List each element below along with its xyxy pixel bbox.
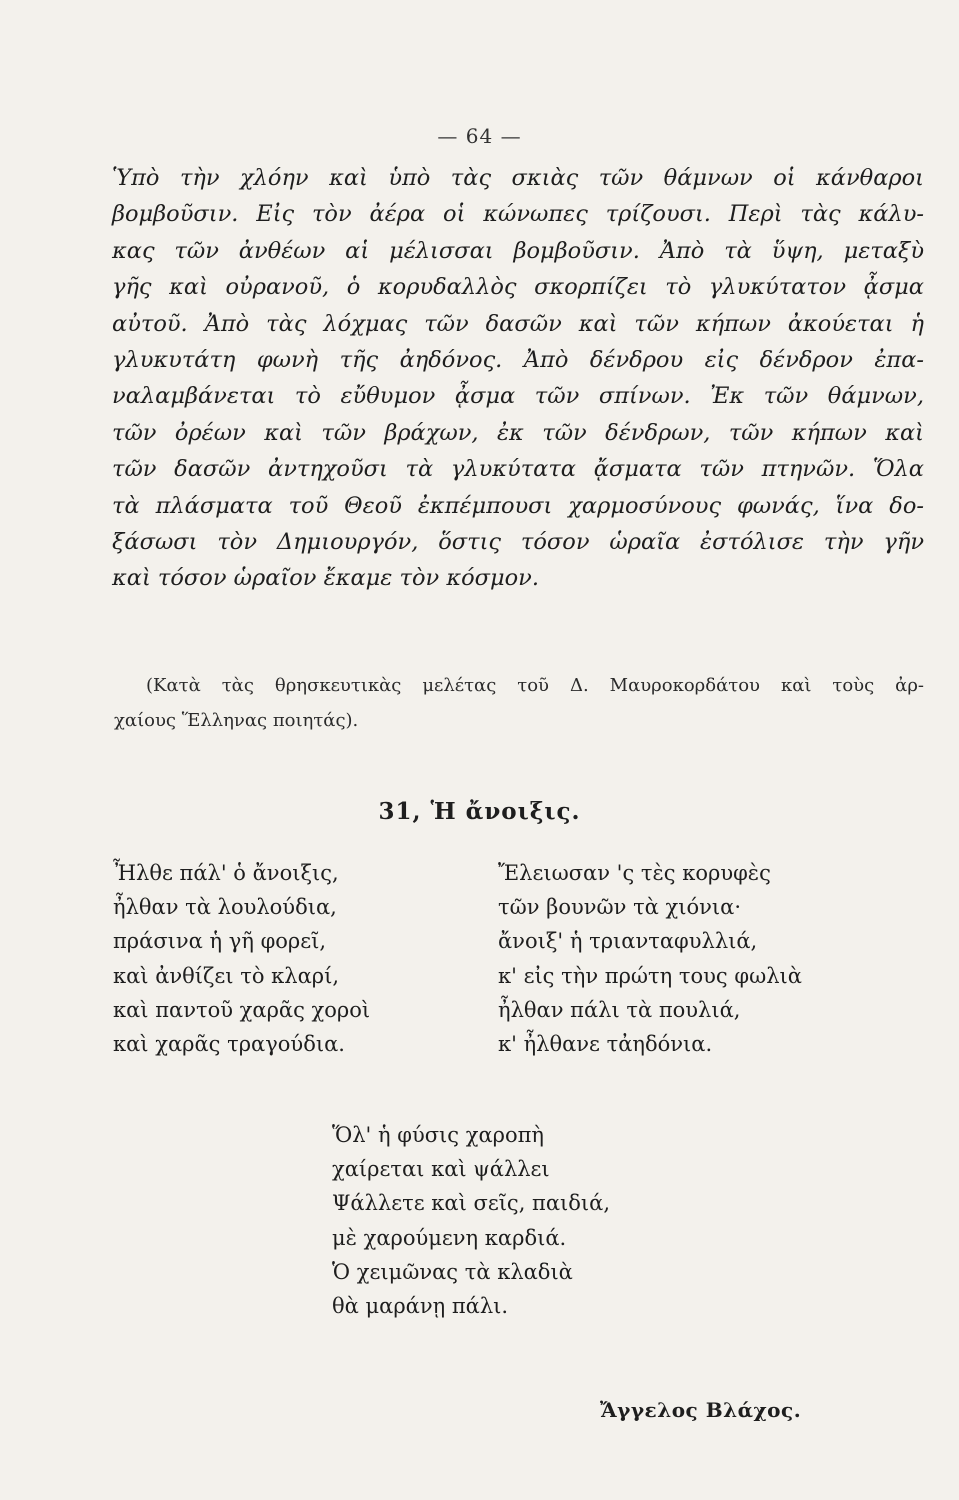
author-signature: Ἄγγελος Βλάχος.: [600, 1398, 802, 1422]
verse-line: τῶν βουνῶν τὰ χιόνια·: [498, 895, 741, 920]
verse-line: καὶ ἀνθίζει τὸ κλαρί,: [113, 963, 340, 988]
poem-title: 31, Ἡ ἄνοιξις.: [378, 798, 581, 825]
verse-line: Ὅλ' ἡ φύσις χαροπὴ: [332, 1123, 545, 1147]
verse-line: Ἔλειωσαν 'ς τὲς κορυφὲς: [498, 861, 771, 885]
verse-line: μὲ χαρούμενη καρδιά.: [332, 1225, 567, 1250]
source-line: (Κατὰ τὰς θρησκευτικὰς μελέτας τοῦ Δ. Μαυροκορδάτου καὶ τοὺς ἀρ-: [146, 675, 924, 696]
prose-line: γῆς καὶ οὐρανοῦ, ὁ κορυδαλλὸς σκορπίζει τὸ γλυκύτατον ᾆσμα: [112, 274, 924, 301]
prose-line: αὐτοῦ. Ἀπὸ τὰς λόχμας τῶν δασῶν καὶ τῶν κήπων ἀκούεται ἡ: [112, 310, 924, 337]
verse-line: κ' εἰς τὴν πρώτη τους φωλιὰ: [498, 963, 802, 988]
stanza-right: [498, 856, 802, 1061]
verse-line: Ψάλλετε καὶ σεῖς, παιδιά,: [332, 1191, 610, 1216]
stanza-left: [113, 856, 370, 1061]
prose-paragraph: [112, 160, 924, 597]
verse-line: θὰ μαράνῃ πάλι.: [332, 1294, 509, 1319]
stanza-bottom: [332, 1118, 610, 1323]
prose-line: καὶ τόσον ὡραῖον ἔκαμε τὸν κόσμον.: [112, 565, 539, 592]
source-line: χαίους Ἕλληνας ποιητάς).: [114, 710, 359, 731]
prose-line: βομβοῦσιν. Εἰς τὸν ἀέρα οἱ κώνωπες τρίζουσι. Περὶ τὰς κάλυ-: [112, 201, 924, 228]
prose-line: τῶν δασῶν ἀντηχοῦσι τὰ γλυκύτατα ᾄσματα τῶν πτηνῶν. Ὅλα: [112, 456, 924, 483]
page-number: — 64 —: [437, 124, 522, 148]
prose-line: Ὑπὸ τὴν χλόην καὶ ὑπὸ τὰς σκιὰς τῶν θάμνων οἱ κάνθαροι: [112, 165, 924, 191]
prose-line: τῶν ὀρέων καὶ τῶν βράχων, ἐκ τῶν δένδρων, τῶν κήπων καὶ: [112, 419, 924, 446]
prose-line: κας τῶν ἀνθέων αἱ μέλισσαι βομβοῦσιν. Ἀπὸ τὰ ὕψη, μεταξὺ: [112, 237, 924, 264]
source-citation: [114, 668, 924, 738]
verse-line: ἦλθαν τὰ λουλούδια,: [113, 895, 337, 920]
prose-line: ξάσωσι τὸν Δημιουργόν, ὅστις τόσον ὡραῖα ἐστόλισε τὴν γῆν: [112, 529, 924, 556]
prose-line: ναλαμβάνεται τὸ εὔθυμον ᾆσμα τῶν σπίνων. Ἐκ τῶν θάμνων,: [112, 383, 924, 410]
verse-line: πράσινα ἡ γῆ φορεῖ,: [113, 929, 327, 954]
verse-line: Ὁ χειμῶνας τὰ κλαδιὰ: [332, 1259, 573, 1284]
prose-line: τὰ πλάσματα τοῦ Θεοῦ ἐκπέμπουσι χαρμοσύνους φωνάς, ἵνα δο-: [112, 492, 924, 519]
verse-line: χαίρεται καὶ ψάλλει: [332, 1157, 550, 1182]
prose-line: γλυκυτάτη φωνὴ τῆς ἀηδόνος. Ἀπὸ δένδρου εἰς δένδρον ἐπα-: [112, 347, 924, 374]
verse-line: ἦλθαν πάλι τὰ πουλιά,: [498, 997, 741, 1022]
verse-line: κ' ἦλθανε τἀηδόνια.: [498, 1032, 713, 1057]
verse-line: καὶ χαρᾶς τραγούδια.: [113, 1032, 345, 1057]
verse-line: καὶ παντοῦ χαρᾶς χοροὶ: [113, 997, 371, 1022]
verse-line: ἄνοιξ' ἡ τριανταφυλλιά,: [498, 929, 758, 954]
verse-line: Ἦλθε πάλ' ὁ ἄνοιξις,: [113, 861, 339, 885]
